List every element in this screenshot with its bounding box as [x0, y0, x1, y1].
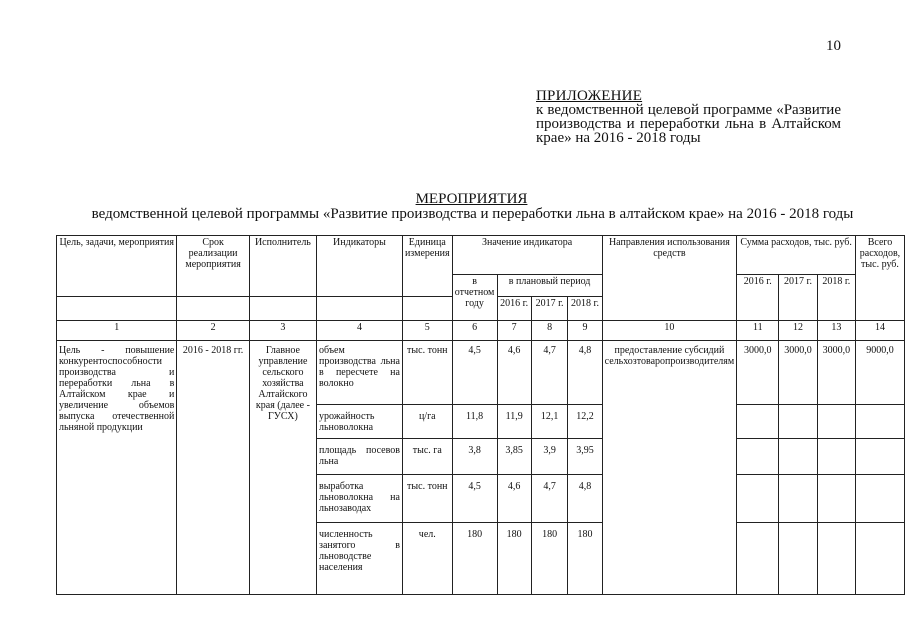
header-term: Срок реализации мероприятия	[177, 236, 249, 297]
unit-cell: тыс. тонн	[402, 475, 452, 523]
value-2018: 3,95	[568, 439, 602, 475]
header-exp-2018: 2018 г.	[817, 275, 855, 321]
report-value: 11,8	[452, 405, 497, 439]
header-indicator-value: Значение индикатора	[452, 236, 602, 275]
indicator-cell: площадь посевов льна	[317, 439, 403, 475]
report-value: 180	[452, 523, 497, 595]
header-report-year: в отчетном году	[452, 275, 497, 321]
page-number: 10	[826, 38, 841, 54]
indicator-cell: численность занятого в льноводстве населения	[317, 523, 403, 595]
appendix-text: к ведомственной целевой программе «Развитие производства и переработки льна в Алтайском крае» на 2016 - 2018 годы	[536, 102, 841, 146]
header-year-2017: 2017 г.	[531, 297, 568, 321]
header-exp-2017: 2017 г.	[779, 275, 817, 321]
column-number: 3	[249, 321, 316, 341]
column-number: 8	[531, 321, 568, 341]
expense-total: 9000,0	[855, 341, 904, 405]
header-total: Всего расходов, тыс. руб.	[855, 236, 904, 321]
unit-cell: чел.	[402, 523, 452, 595]
value-2018: 4,8	[568, 341, 602, 405]
unit-cell: тыс. га	[402, 439, 452, 475]
title-line-2: ведомственной целевой программы «Развитие производства и переработки льна в алтайском крае» на 2016 - 2018 годы	[91, 206, 854, 222]
title-line-1: МЕРОПРИЯТИЯ	[415, 191, 528, 207]
expense-2018: 3000,0	[817, 341, 855, 405]
column-number: 11	[737, 321, 779, 341]
column-number: 1	[57, 321, 177, 341]
header-goal: Цель, задачи, мероприятия	[57, 236, 177, 297]
header-exp-2016: 2016 г.	[737, 275, 779, 321]
value-2018: 12,2	[568, 405, 602, 439]
header-plan-period: в плановый период	[497, 275, 602, 297]
report-value: 4,5	[452, 341, 497, 405]
header-year-2018: 2018 г.	[568, 297, 602, 321]
indicator-cell: выработка льноволокна на льнозаводах	[317, 475, 403, 523]
column-number: 14	[855, 321, 904, 341]
header-expenses: Сумма расходов, тыс. руб.	[737, 236, 856, 275]
column-number: 10	[602, 321, 737, 341]
value-2017: 180	[531, 523, 568, 595]
column-number: 7	[497, 321, 531, 341]
column-number: 12	[779, 321, 817, 341]
term-cell: 2016 - 2018 гг.	[177, 341, 249, 595]
header-direction: Направления использования средств	[602, 236, 737, 321]
table-row	[57, 341, 905, 405]
goal-cell: Цель - повышение конкурентоспособности производства и переработки льна в Алтайском крае и увеличение объемов выпуска отечественной льняной продукции	[57, 341, 177, 595]
measures-table	[56, 235, 905, 595]
column-number: 9	[568, 321, 602, 341]
header-executor: Исполнитель	[249, 236, 316, 297]
header-unit: Единица измерения	[402, 236, 452, 297]
value-2018: 4,8	[568, 475, 602, 523]
column-number: 2	[177, 321, 249, 341]
direction-cell: предоставление субсидий сельхозтоваропроизводителям	[602, 341, 737, 595]
expense-2016: 3000,0	[737, 341, 779, 405]
indicator-cell: объем производства льна в пересчете на волокно	[317, 341, 403, 405]
unit-cell: ц/га	[402, 405, 452, 439]
value-2017: 4,7	[531, 475, 568, 523]
header-year-2016: 2016 г.	[497, 297, 531, 321]
indicator-cell: урожайность льноволокна	[317, 405, 403, 439]
appendix-block	[536, 89, 841, 145]
value-2018: 180	[568, 523, 602, 595]
header-indicators: Индикаторы	[317, 236, 403, 297]
value-2016: 180	[497, 523, 531, 595]
column-number: 13	[817, 321, 855, 341]
document-title	[0, 192, 905, 222]
column-number: 6	[452, 321, 497, 341]
report-value: 3,8	[452, 439, 497, 475]
column-number: 5	[402, 321, 452, 341]
value-2016: 4,6	[497, 475, 531, 523]
unit-cell: тыс. тонн	[402, 341, 452, 405]
value-2017: 3,9	[531, 439, 568, 475]
value-2016: 4,6	[497, 341, 531, 405]
value-2016: 11,9	[497, 405, 531, 439]
value-2016: 3,85	[497, 439, 531, 475]
appendix-heading: ПРИЛОЖЕНИЕ	[536, 88, 643, 104]
report-value: 4,5	[452, 475, 497, 523]
executor-cell: Главное управление сельского хозяйства Алтайского края (далее - ГУСХ)	[249, 341, 316, 595]
value-2017: 12,1	[531, 405, 568, 439]
expense-2017: 3000,0	[779, 341, 817, 405]
value-2017: 4,7	[531, 341, 568, 405]
column-number: 4	[317, 321, 403, 341]
